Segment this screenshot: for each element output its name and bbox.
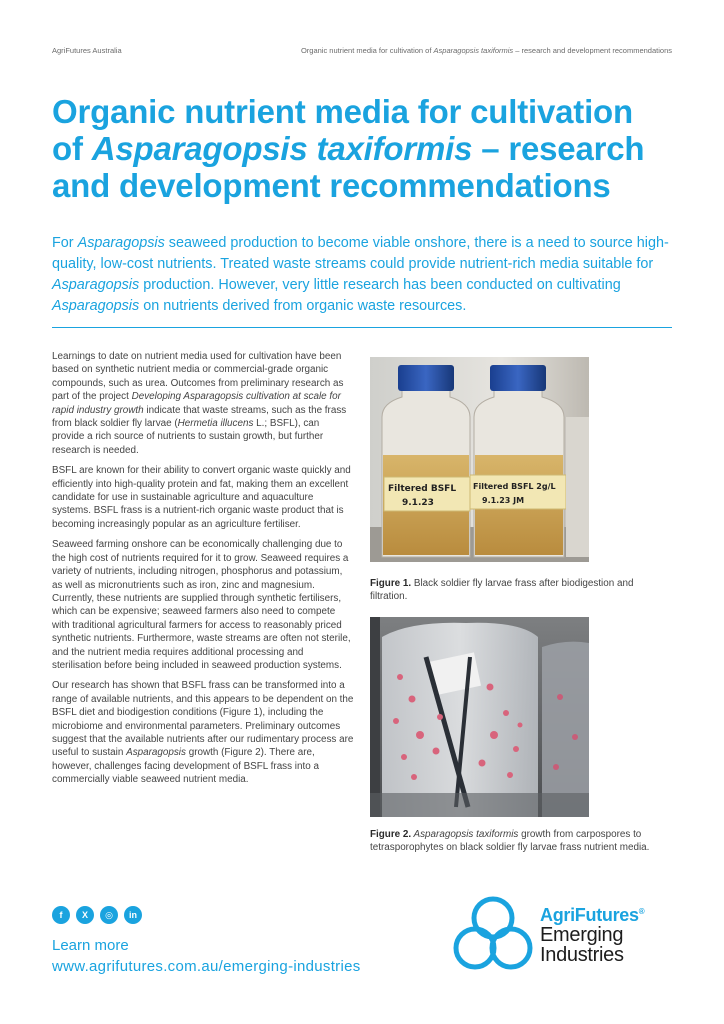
agrifutures-logo-text: AgriFutures® Emerging Industries (540, 905, 645, 966)
title-line-3: and development recommendations (52, 167, 611, 204)
website-link[interactable]: www.agrifutures.com.au/emerging-industries (52, 958, 361, 975)
bottle-label-right-1: Filtered BSFL 2g/L (473, 482, 556, 491)
figure-1-photo (370, 357, 589, 562)
figure-1-caption: Figure 1. Black soldier fly larvae frass after biodigestion and filtration. (370, 578, 634, 603)
linkedin-icon[interactable]: in (124, 906, 142, 924)
agrifutures-logo-icon (453, 896, 533, 981)
body-column (52, 350, 354, 794)
logo-line-1: Emerging (540, 924, 624, 946)
bottle-label-right-2: 9.1.23 JM (482, 496, 525, 505)
figure-2-caption: Figure 2. Asparagopsis taxiformis growth from carpospores to tetrasporophytes on black soldier fly larvae frass nutrient media. (370, 829, 650, 854)
body-paragraph-2: BSFL are known for their ability to convert organic waste quickly and efficiently into high-quality protein and fat, making them an excellent candidate for use in sustainable agriculture and aquaculture systems. BSFL frass is a nutrient-rich organic waste product that is becoming increasingly popular as an agriculture fertiliser. (52, 465, 351, 530)
figure-2-photo (370, 617, 589, 817)
bottle-label-left-1: Filtered BSFL (388, 484, 457, 494)
title-line-1: Organic nutrient media for cultivation (52, 93, 633, 130)
learn-more-label: Learn more (52, 937, 129, 954)
body-paragraph-1: Learnings to date on nutrient media used for cultivation have been based on synthetic nutrient media or commercial-grade organic compounds, such as urea. Outcomes from preliminary research as part of the project Developing Asparagopsis cultivation at scale for rapid industry growth indicate that waste streams, such as the frass from black soldier fly larvae (Hermetia illucens L.; BSFL), can provide a rich source of nutrients to sustain growth, but further research is needed. (52, 351, 347, 456)
title-species: Asparagopsis taxiformis (91, 130, 473, 167)
social-links (52, 906, 142, 924)
x-twitter-icon[interactable]: X (76, 906, 94, 924)
facebook-icon[interactable]: f (52, 906, 70, 924)
section-divider (52, 327, 672, 328)
instagram-icon[interactable]: ◎ (100, 906, 118, 924)
logo-line-2: Industries (540, 944, 624, 966)
running-header-left: AgriFutures Australia (52, 46, 122, 55)
page-title: Organic nutrient media for cultivation of Asparagopsis taxiformis – research and development recommendations (52, 93, 645, 204)
body-paragraph-3: Seaweed farming onshore can be economically challenging due to the high cost of nutrients required for it to grow. Seaweed requires a variety of nutrients, including nitrogen, phosphorus and potassium, as well as micronutrients such as iron, zinc and magnesium. Currently, these nutrients are supplied through synthetic fertilisers, which can be expensive; seaweed farmers also need to compete with traditional agricultural farmers for access to reasonably priced synthetic nutrients. Furthermore, waste streams are often not sterile, and the nutrient media requires additional processing and sterilisation before being included in seaweed production systems. (52, 539, 351, 671)
intro-paragraph: For Asparagopsis seaweed production to become viable onshore, there is a need to source high-quality, low-cost nutrients. Treated waste streams could provide nutrient-rich media suitable for Asparagopsis production. However, very little research has been conducted on cultivating Asparagopsis on nutrients derived from organic waste resources. (52, 235, 669, 314)
body-paragraph-4: Our research has shown that BSFL frass can be transformed into a range of available nutrients, and this appears to be dependent on the BSFL diet and biodigestion conditions (Figure 1), including the microbiome and environmental parameters. Preliminary outcomes suggest that the available nutrients after our rudimentary process are useful to sustain Asparagopsis growth (Figure 2). There are, however, challenges facing development of BSFL frass into a commercially viable seaweed nutrient media. (52, 680, 354, 786)
bottle-label-left-2: 9.1.23 (402, 498, 434, 508)
running-header-right: Organic nutrient media for cultivation of Asparagopsis taxiformis – research and development recommendations (300, 46, 672, 55)
logo-brand: AgriFutures (540, 905, 639, 925)
